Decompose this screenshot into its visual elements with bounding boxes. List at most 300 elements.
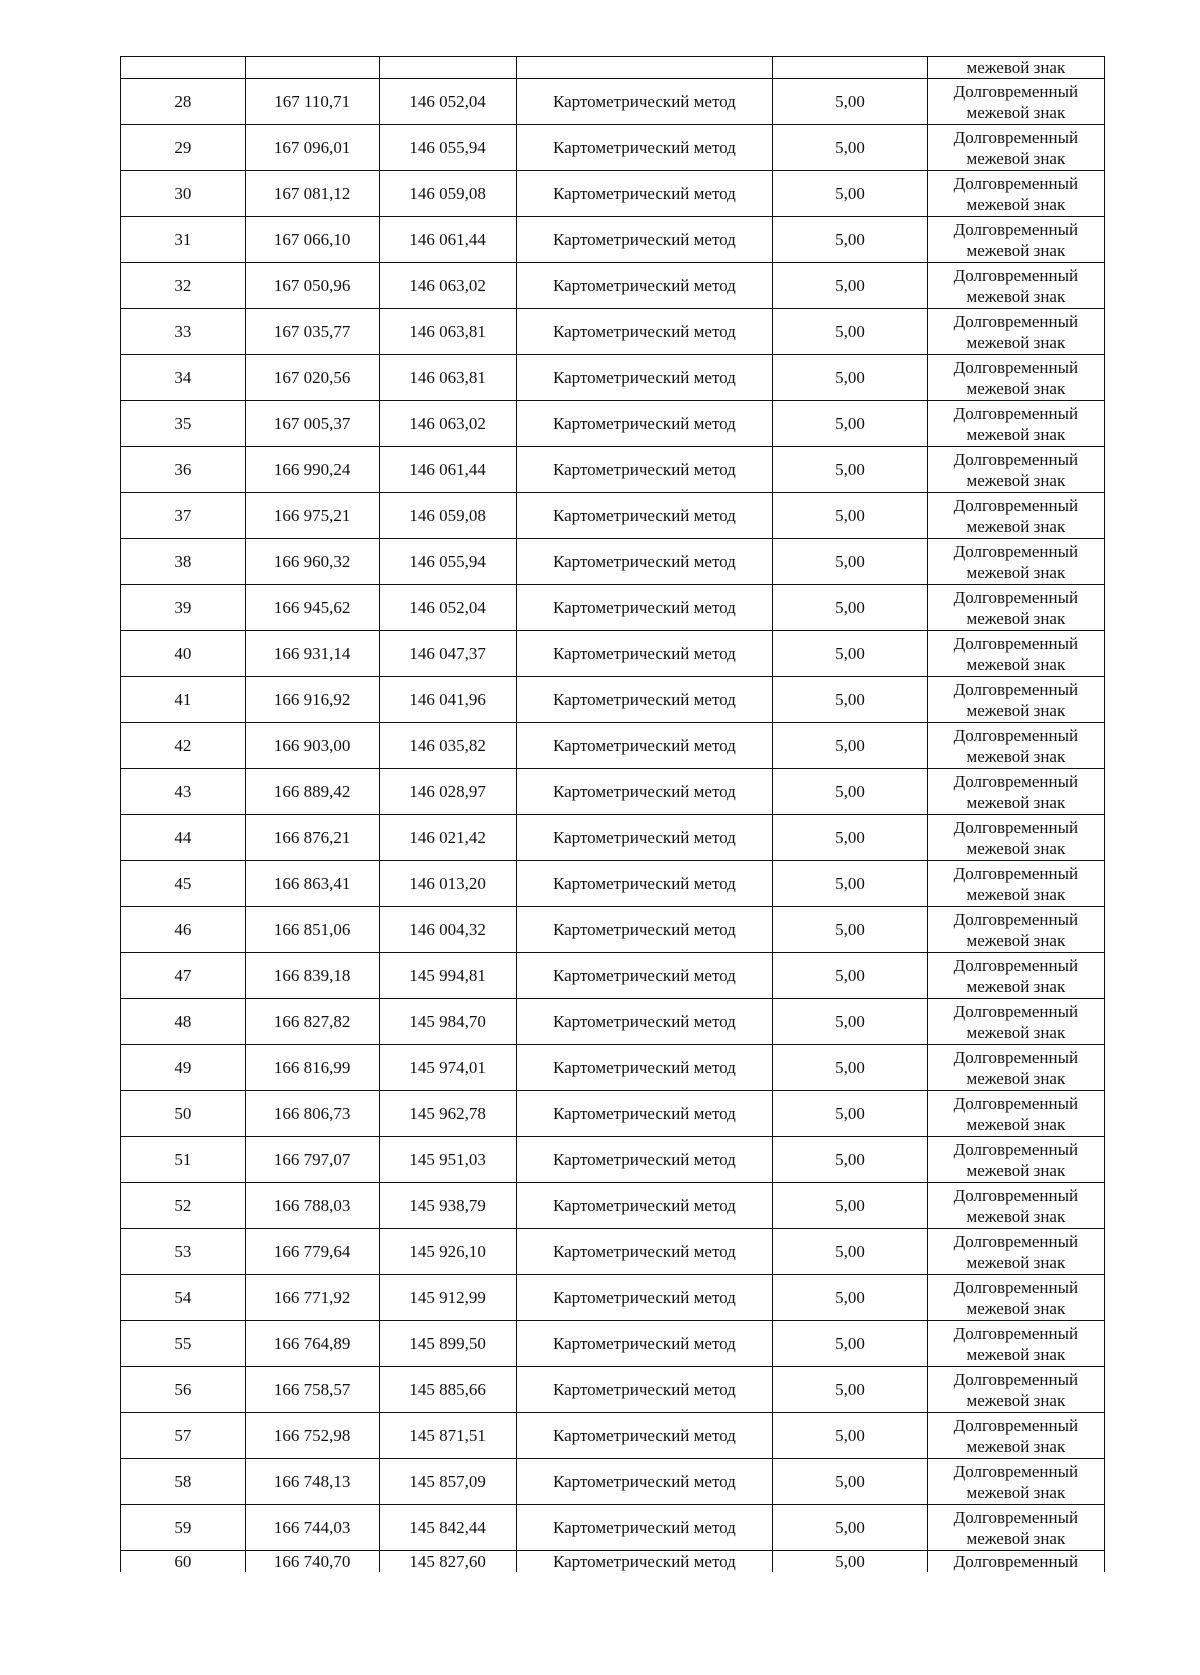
cell-method: Картометрический метод — [516, 631, 773, 677]
cell-y: 145 912,99 — [379, 1275, 516, 1321]
table-row — [121, 447, 1105, 493]
cell-mark: межевой знак — [927, 57, 1104, 79]
cell-mark — [927, 125, 1104, 171]
cell-x: 166 827,82 — [245, 999, 379, 1045]
mark-kind: межевой знак — [966, 700, 1066, 720]
cell-accuracy: 5,00 — [773, 355, 928, 401]
cell-accuracy: 5,00 — [773, 815, 928, 861]
cell-method: Картометрический метод — [516, 1045, 773, 1091]
cell-mark — [927, 861, 1104, 907]
cell-accuracy: 5,00 — [773, 309, 928, 355]
cell-x: 166 758,57 — [245, 1367, 379, 1413]
cell-x: 166 931,14 — [245, 631, 379, 677]
cell-point-number: 36 — [121, 447, 246, 493]
cell-y: 146 063,02 — [379, 401, 516, 447]
cell-method: Картометрический метод — [516, 1321, 773, 1367]
cell-method: Картометрический метод — [516, 1137, 773, 1183]
cell-point-number: 54 — [121, 1275, 246, 1321]
cell-y: 146 021,42 — [379, 815, 516, 861]
cell-point-number: 59 — [121, 1505, 246, 1551]
mark-kind: межевой знак — [966, 516, 1066, 536]
cell-method: Картометрический метод — [516, 861, 773, 907]
table-row — [121, 1275, 1105, 1321]
cell-method: Картометрический метод — [516, 677, 773, 723]
cell-mark — [927, 907, 1104, 953]
cell-accuracy: 5,00 — [773, 723, 928, 769]
mark-kind: межевой знак — [966, 332, 1066, 352]
cell-point-number: 56 — [121, 1367, 246, 1413]
cell-accuracy: 5,00 — [773, 493, 928, 539]
cell-y: 146 063,81 — [379, 309, 516, 355]
mark-type: Долговременный — [953, 265, 1079, 285]
cell-mark — [927, 1091, 1104, 1137]
cell-y: 145 951,03 — [379, 1137, 516, 1183]
cell-y: 145 984,70 — [379, 999, 516, 1045]
table-row — [121, 769, 1105, 815]
cell-x: 166 903,00 — [245, 723, 379, 769]
cell-mark — [927, 1551, 1104, 1573]
table-row — [121, 309, 1105, 355]
cell-accuracy: 5,00 — [773, 171, 928, 217]
cell-mark — [927, 401, 1104, 447]
table-row — [121, 1551, 1105, 1573]
cell-accuracy: 5,00 — [773, 1045, 928, 1091]
cell-mark — [927, 1459, 1104, 1505]
cell-y: 146 013,20 — [379, 861, 516, 907]
cell-accuracy: 5,00 — [773, 1413, 928, 1459]
mark-type: Долговременный — [953, 1369, 1079, 1389]
mark-kind: межевой знак — [966, 286, 1066, 306]
cell-y: 145 926,10 — [379, 1229, 516, 1275]
cell-x: 166 916,92 — [245, 677, 379, 723]
cell-x: 166 851,06 — [245, 907, 379, 953]
cell-method: Картометрический метод — [516, 769, 773, 815]
mark-kind: межевой знак — [966, 838, 1066, 858]
cell-point-number: 45 — [121, 861, 246, 907]
cell-x: 167 005,37 — [245, 401, 379, 447]
cell-mark — [927, 1413, 1104, 1459]
cell-x: 167 096,01 — [245, 125, 379, 171]
cell-point-number: 41 — [121, 677, 246, 723]
cell-point-number: 40 — [121, 631, 246, 677]
cell-point-number — [121, 57, 246, 79]
cell-mark — [927, 171, 1104, 217]
table-row — [121, 815, 1105, 861]
cell-method: Картометрический метод — [516, 999, 773, 1045]
cell-y: 145 885,66 — [379, 1367, 516, 1413]
cell-mark — [927, 1137, 1104, 1183]
cell-method: Картометрический метод — [516, 309, 773, 355]
cell-mark — [927, 263, 1104, 309]
cell-x: 167 050,96 — [245, 263, 379, 309]
cell-point-number: 31 — [121, 217, 246, 263]
cell-x: 166 788,03 — [245, 1183, 379, 1229]
cell-point-number: 44 — [121, 815, 246, 861]
table-row — [121, 1091, 1105, 1137]
cell-x: 167 066,10 — [245, 217, 379, 263]
cell-point-number: 58 — [121, 1459, 246, 1505]
mark-kind: межевой знак — [966, 792, 1066, 812]
cell-y: 146 059,08 — [379, 493, 516, 539]
cell-mark — [927, 355, 1104, 401]
cell-accuracy: 5,00 — [773, 79, 928, 125]
mark-type: Долговременный — [953, 1507, 1079, 1527]
mark-kind: межевой знак — [966, 1436, 1066, 1456]
cell-mark — [927, 585, 1104, 631]
cell-accuracy: 5,00 — [773, 999, 928, 1045]
cell-y: 145 871,51 — [379, 1413, 516, 1459]
cell-y: 145 974,01 — [379, 1045, 516, 1091]
cell-accuracy: 5,00 — [773, 1505, 928, 1551]
mark-type: Долговременный — [953, 1093, 1079, 1113]
cell-x: 166 863,41 — [245, 861, 379, 907]
cell-accuracy: 5,00 — [773, 1229, 928, 1275]
cell-method: Картометрический метод — [516, 125, 773, 171]
cell-mark — [927, 1367, 1104, 1413]
mark-kind: межевой знак — [966, 240, 1066, 260]
mark-kind: межевой знак — [966, 746, 1066, 766]
mark-kind: межевой знак — [966, 930, 1066, 950]
cell-x: 166 797,07 — [245, 1137, 379, 1183]
cell-point-number: 42 — [121, 723, 246, 769]
mark-type: Долговременный — [953, 1551, 1079, 1571]
mark-type: Долговременный — [953, 311, 1079, 331]
cell-method: Картометрический метод — [516, 539, 773, 585]
cell-y: 145 962,78 — [379, 1091, 516, 1137]
mark-type: Долговременный — [953, 725, 1079, 745]
mark-type: Долговременный — [953, 1047, 1079, 1067]
cell-method: Картометрический метод — [516, 263, 773, 309]
mark-type: Долговременный — [953, 81, 1079, 101]
cell-method: Картометрический метод — [516, 585, 773, 631]
cell-point-number: 55 — [121, 1321, 246, 1367]
cell-method: Картометрический метод — [516, 1367, 773, 1413]
cell-y: 146 028,97 — [379, 769, 516, 815]
table-row — [121, 1045, 1105, 1091]
cell-mark — [927, 493, 1104, 539]
cell-y: 146 055,94 — [379, 539, 516, 585]
mark-type: Долговременный — [953, 219, 1079, 239]
cell-accuracy: 5,00 — [773, 769, 928, 815]
cell-point-number: 28 — [121, 79, 246, 125]
mark-type: Долговременный — [953, 1323, 1079, 1343]
cell-x: 166 752,98 — [245, 1413, 379, 1459]
table-row — [121, 1459, 1105, 1505]
cell-x: 166 839,18 — [245, 953, 379, 999]
table-row — [121, 585, 1105, 631]
mark-kind: межевой знак — [966, 1114, 1066, 1134]
cell-method: Картометрический метод — [516, 1229, 773, 1275]
cell-method — [516, 57, 773, 79]
mark-type: Долговременный — [953, 1001, 1079, 1021]
cell-x: 166 960,32 — [245, 539, 379, 585]
table-row — [121, 539, 1105, 585]
table-row — [121, 171, 1105, 217]
cell-mark — [927, 309, 1104, 355]
cell-x: 166 806,73 — [245, 1091, 379, 1137]
cell-mark — [927, 815, 1104, 861]
cell-point-number: 43 — [121, 769, 246, 815]
cell-accuracy: 5,00 — [773, 631, 928, 677]
mark-kind: межевой знак — [966, 194, 1066, 214]
mark-type: Долговременный — [953, 863, 1079, 883]
cell-accuracy: 5,00 — [773, 1137, 928, 1183]
cell-point-number: 57 — [121, 1413, 246, 1459]
cell-point-number: 39 — [121, 585, 246, 631]
table-row — [121, 217, 1105, 263]
table-row — [121, 1413, 1105, 1459]
cell-point-number: 29 — [121, 125, 246, 171]
cell-point-number: 47 — [121, 953, 246, 999]
table-row — [121, 1321, 1105, 1367]
cell-accuracy: 5,00 — [773, 1321, 928, 1367]
cell-x: 166 771,92 — [245, 1275, 379, 1321]
cell-y: 145 899,50 — [379, 1321, 516, 1367]
cell-method: Картометрический метод — [516, 217, 773, 263]
cell-point-number: 49 — [121, 1045, 246, 1091]
table-row — [121, 631, 1105, 677]
cell-y: 146 059,08 — [379, 171, 516, 217]
cell-y: 146 061,44 — [379, 447, 516, 493]
mark-type: Долговременный — [953, 173, 1079, 193]
cell-method: Картометрический метод — [516, 355, 773, 401]
cell-y: 146 052,04 — [379, 79, 516, 125]
cell-mark — [927, 1045, 1104, 1091]
table-row — [121, 677, 1105, 723]
cell-mark — [927, 677, 1104, 723]
cell-point-number: 50 — [121, 1091, 246, 1137]
mark-kind: межевой знак — [966, 976, 1066, 996]
coordinates-table — [120, 56, 1105, 1572]
cell-y: 145 857,09 — [379, 1459, 516, 1505]
table-row — [121, 401, 1105, 447]
cell-x: 167 020,56 — [245, 355, 379, 401]
cell-mark — [927, 953, 1104, 999]
cell-method: Картометрический метод — [516, 907, 773, 953]
cell-x: 167 035,77 — [245, 309, 379, 355]
cell-method: Картометрический метод — [516, 815, 773, 861]
mark-type: Долговременный — [953, 909, 1079, 929]
table-row-continued — [121, 57, 1105, 79]
cell-accuracy: 5,00 — [773, 539, 928, 585]
cell-accuracy: 5,00 — [773, 585, 928, 631]
mark-type: Долговременный — [953, 495, 1079, 515]
cell-y: 146 061,44 — [379, 217, 516, 263]
cell-point-number: 37 — [121, 493, 246, 539]
cell-point-number: 60 — [121, 1551, 246, 1573]
mark-type: Долговременный — [953, 587, 1079, 607]
mark-type: Долговременный — [953, 771, 1079, 791]
cell-x: 166 816,99 — [245, 1045, 379, 1091]
mark-kind: межевой знак — [966, 1344, 1066, 1364]
table-row — [121, 355, 1105, 401]
cell-x: 166 740,70 — [245, 1551, 379, 1573]
cell-y: 145 938,79 — [379, 1183, 516, 1229]
mark-kind: межевой знак — [966, 102, 1066, 122]
cell-accuracy: 5,00 — [773, 447, 928, 493]
cell-point-number: 32 — [121, 263, 246, 309]
cell-mark — [927, 539, 1104, 585]
cell-point-number: 38 — [121, 539, 246, 585]
cell-point-number: 52 — [121, 1183, 246, 1229]
cell-mark — [927, 1505, 1104, 1551]
mark-type: Долговременный — [953, 541, 1079, 561]
cell-mark — [927, 447, 1104, 493]
cell-x: 166 945,62 — [245, 585, 379, 631]
cell-x: 166 748,13 — [245, 1459, 379, 1505]
mark-kind: межевой знак — [966, 608, 1066, 628]
mark-type: Долговременный — [953, 955, 1079, 975]
mark-type: Долговременный — [953, 817, 1079, 837]
cell-mark — [927, 217, 1104, 263]
cell-x: 166 764,89 — [245, 1321, 379, 1367]
mark-type: Долговременный — [953, 679, 1079, 699]
cell-method: Картометрический метод — [516, 401, 773, 447]
mark-type: Долговременный — [953, 1139, 1079, 1159]
cell-method: Картометрический метод — [516, 171, 773, 217]
cell-mark — [927, 999, 1104, 1045]
cell-method: Картометрический метод — [516, 1183, 773, 1229]
mark-kind: межевой знак — [966, 1528, 1066, 1548]
cell-point-number: 46 — [121, 907, 246, 953]
cell-point-number: 33 — [121, 309, 246, 355]
cell-accuracy: 5,00 — [773, 217, 928, 263]
cell-mark — [927, 1275, 1104, 1321]
table-row — [121, 999, 1105, 1045]
cell-method: Картометрический метод — [516, 447, 773, 493]
mark-kind: межевой знак — [966, 1298, 1066, 1318]
mark-kind: межевой знак — [966, 1252, 1066, 1272]
cell-accuracy: 5,00 — [773, 953, 928, 999]
mark-type: Долговременный — [953, 403, 1079, 423]
cell-mark — [927, 723, 1104, 769]
cell-mark — [927, 769, 1104, 815]
cell-point-number: 48 — [121, 999, 246, 1045]
cell-y: 145 994,81 — [379, 953, 516, 999]
cell-x: 166 990,24 — [245, 447, 379, 493]
table-row — [121, 125, 1105, 171]
table-row — [121, 1183, 1105, 1229]
cell-point-number: 35 — [121, 401, 246, 447]
mark-kind: межевой знак — [966, 1390, 1066, 1410]
cell-method: Картометрический метод — [516, 79, 773, 125]
mark-kind: межевой знак — [966, 1482, 1066, 1502]
cell-y: 145 827,60 — [379, 1551, 516, 1573]
cell-mark — [927, 1321, 1104, 1367]
cell-point-number: 51 — [121, 1137, 246, 1183]
mark-kind: межевой знак — [966, 1206, 1066, 1226]
table-row — [121, 861, 1105, 907]
mark-type: Долговременный — [953, 1277, 1079, 1297]
cell-accuracy: 5,00 — [773, 1367, 928, 1413]
mark-type: Долговременный — [953, 1231, 1079, 1251]
mark-kind: межевой знак — [966, 470, 1066, 490]
mark-kind: межевой знак — [966, 424, 1066, 444]
table-row — [121, 263, 1105, 309]
cell-y: 145 842,44 — [379, 1505, 516, 1551]
cell-mark — [927, 79, 1104, 125]
mark-kind: межевой знак — [966, 562, 1066, 582]
mark-type: Долговременный — [953, 1415, 1079, 1435]
cell-y: 146 063,81 — [379, 355, 516, 401]
table-row — [121, 953, 1105, 999]
cell-y: 146 041,96 — [379, 677, 516, 723]
cell-method: Картометрический метод — [516, 1413, 773, 1459]
cell-x: 166 876,21 — [245, 815, 379, 861]
cell-mark — [927, 631, 1104, 677]
cell-x: 166 975,21 — [245, 493, 379, 539]
cell-accuracy: 5,00 — [773, 861, 928, 907]
mark-kind: межевой знак — [966, 1068, 1066, 1088]
cell-accuracy: 5,00 — [773, 677, 928, 723]
cell-x: 166 889,42 — [245, 769, 379, 815]
mark-type: Долговременный — [953, 1185, 1079, 1205]
cell-point-number: 34 — [121, 355, 246, 401]
table-row — [121, 1367, 1105, 1413]
cell-x: 166 779,64 — [245, 1229, 379, 1275]
table-row — [121, 907, 1105, 953]
mark-type: Долговременный — [953, 127, 1079, 147]
table-row — [121, 79, 1105, 125]
cell-accuracy: 5,00 — [773, 1091, 928, 1137]
mark-kind: межевой знак — [966, 378, 1066, 398]
cell-accuracy: 5,00 — [773, 1459, 928, 1505]
table-row — [121, 1505, 1105, 1551]
cell-y: 146 063,02 — [379, 263, 516, 309]
table-row — [121, 1229, 1105, 1275]
cell-accuracy: 5,00 — [773, 263, 928, 309]
cell-accuracy: 5,00 — [773, 125, 928, 171]
cell-x: 166 744,03 — [245, 1505, 379, 1551]
cell-mark — [927, 1229, 1104, 1275]
cell-method: Картометрический метод — [516, 953, 773, 999]
cell-method: Картометрический метод — [516, 1275, 773, 1321]
cell-accuracy: 5,00 — [773, 1551, 928, 1573]
cell-accuracy: 5,00 — [773, 907, 928, 953]
table-row — [121, 493, 1105, 539]
cell-y: 146 052,04 — [379, 585, 516, 631]
cell-method: Картометрический метод — [516, 493, 773, 539]
mark-kind: межевой знак — [966, 884, 1066, 904]
mark-kind: межевой знак — [966, 148, 1066, 168]
mark-kind: межевой знак — [966, 654, 1066, 674]
cell-point-number: 53 — [121, 1229, 246, 1275]
mark-type: Долговременный — [953, 449, 1079, 469]
mark-kind: межевой знак — [966, 1022, 1066, 1042]
cell-x: 167 110,71 — [245, 79, 379, 125]
cell-method: Картометрический метод — [516, 1505, 773, 1551]
cell-x: 167 081,12 — [245, 171, 379, 217]
table-row — [121, 1137, 1105, 1183]
cell-x — [245, 57, 379, 79]
mark-type: Долговременный — [953, 357, 1079, 377]
cell-method: Картометрический метод — [516, 1551, 773, 1573]
mark-type: Долговременный — [953, 1461, 1079, 1481]
cell-accuracy: 5,00 — [773, 1275, 928, 1321]
cell-method: Картометрический метод — [516, 1091, 773, 1137]
cell-method: Картометрический метод — [516, 723, 773, 769]
cell-y: 146 035,82 — [379, 723, 516, 769]
table-row — [121, 723, 1105, 769]
cell-method: Картометрический метод — [516, 1459, 773, 1505]
cell-point-number: 30 — [121, 171, 246, 217]
cell-accuracy: 5,00 — [773, 401, 928, 447]
cell-y: 146 047,37 — [379, 631, 516, 677]
cell-mark — [927, 1183, 1104, 1229]
cell-y: 146 055,94 — [379, 125, 516, 171]
cell-accuracy: 5,00 — [773, 1183, 928, 1229]
cell-y: 146 004,32 — [379, 907, 516, 953]
